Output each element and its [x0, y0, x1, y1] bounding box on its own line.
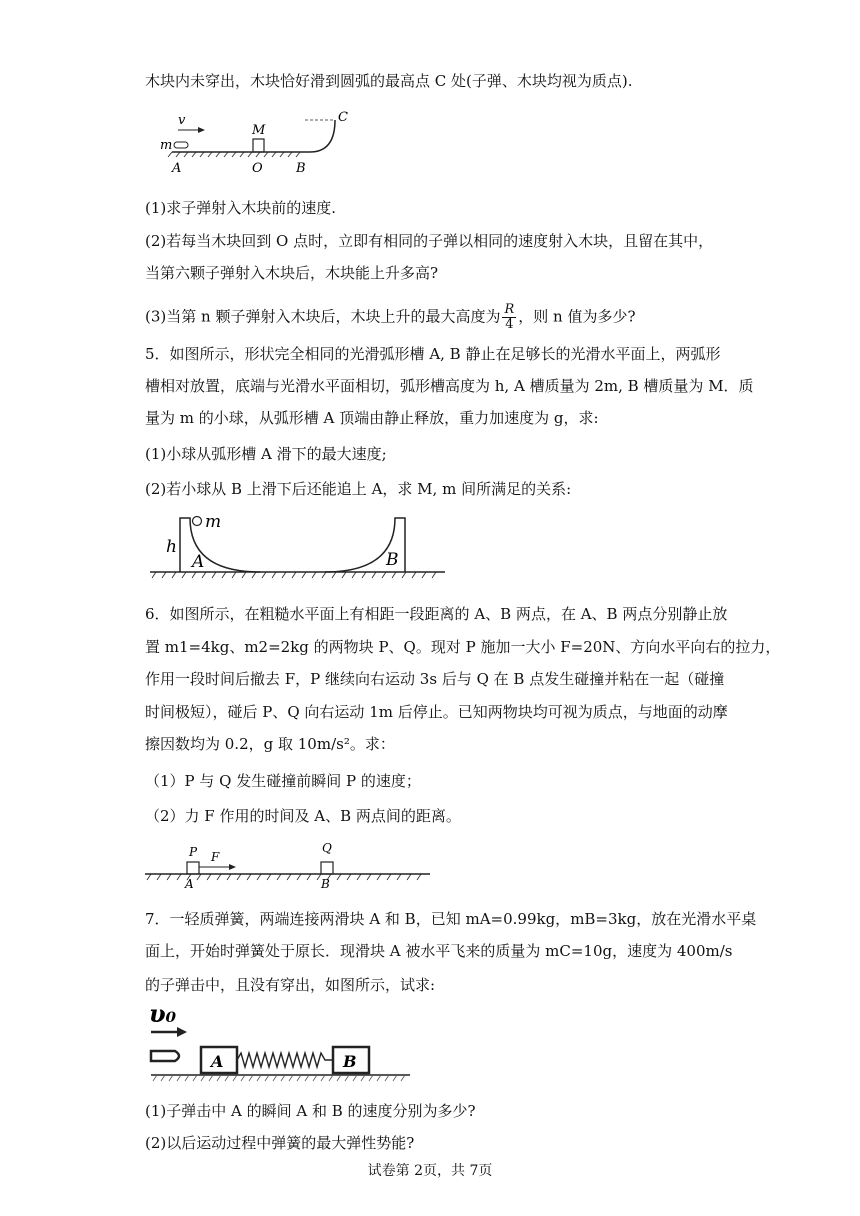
text-line: 当第六颗子弹射入木块后，木块能上升多高? [145, 264, 439, 282]
text-line: （1）P 与 Q 发生碰撞前瞬间 P 的速度； [145, 772, 421, 790]
text-line [145, 303, 636, 332]
label-M: M [252, 123, 266, 138]
text-line: 5．如图所示，形状完全相同的光滑弧形槽 A, B 静止在足够长的光滑水平面上，两弧形 [145, 345, 721, 363]
text-line: (2)若每当木块回到 O 点时，立即有相同的子弹以相同的速度射入木块，且留在其中， [145, 232, 714, 250]
label-B: B [296, 161, 306, 176]
figure-two-arc-troughs [150, 508, 450, 586]
label-m: m [160, 138, 173, 153]
text-line: 擦因数均为 0.2，g 取 10m/s²。求： [145, 735, 395, 753]
label-A: A [185, 877, 194, 890]
text-line: (1)子弹击中 A 的瞬间 A 和 B 的速度分别为多少? [145, 1102, 476, 1120]
label-B: B [386, 550, 399, 570]
fraction-denominator: 4 [505, 317, 514, 332]
label-F: F [211, 850, 220, 864]
label-v0: υ₀ [149, 999, 177, 1028]
label-C: C [338, 110, 348, 125]
figure-bullet-block-arc [150, 110, 360, 178]
page-footer: 试卷第 2页，共 7页 [367, 1163, 493, 1179]
label-O: O [252, 161, 263, 176]
text-line: 时间极短），碰后 P、Q 向右运动 1m 后停止。已知两物块均可视为质点，与地面的动摩 [145, 703, 728, 721]
text-line: (1)小球从弧形槽 A 滑下的最大速度; [145, 445, 387, 463]
text-line: 置 m1=4kg、m2=2kg 的两物块 P、Q。现对 P 施加一大小 F=20N、方向水平向右的拉力， [145, 638, 781, 656]
label-Q: Q [322, 841, 332, 855]
label-A: A [192, 552, 205, 572]
text-line: 6．如图所示，在粗糙水平面上有相距一段距离的 A、B 两点，在 A、B 两点分别静止放 [145, 605, 728, 623]
text-line: (2)若小球从 B 上滑下后还能追上 A，求 M, m 间所满足的关系: [145, 480, 572, 498]
label-P: P [189, 845, 198, 859]
text-line: 槽相对放置，底端与光滑水平面相切，弧形槽高度为 h, A 槽质量为 2m, B 槽质量为 M．质 [145, 377, 754, 395]
label-B: B [321, 877, 330, 890]
label-h: h [166, 537, 177, 557]
text-line: (2)以后运动过程中弹簧的最大弹性势能? [145, 1134, 415, 1152]
text-segment: (3)当第 n 颗子弹射入木块后，木块上升的最大高度为 [145, 307, 501, 326]
label-A: A [211, 1052, 224, 1071]
text-line: 的子弹击中，且没有穿出，如图所示，试求: [145, 976, 436, 994]
text-line: 7．一轻质弹簧，两端连接两滑块 A 和 B，已知 mA=0.99kg，mB=3kg，放在光滑水平桌 [145, 910, 757, 928]
fraction-numerator: R [504, 302, 515, 317]
fraction-r-over-4 [502, 303, 516, 332]
label-m: m [205, 512, 222, 532]
text-line: (1)求子弹射入木块前的速度. [145, 199, 337, 217]
label-B: B [343, 1052, 357, 1071]
figure-spring-blocks [145, 998, 415, 1090]
text-line: 面上，开始时弹簧处于原长．现滑块 A 被水平飞来的质量为 mC=10g，速度为 400m/s [145, 942, 733, 960]
figure-two-blocks [145, 836, 435, 890]
label-A: A [172, 161, 182, 176]
label-v: v [178, 113, 186, 128]
text-line: 木块内未穿出，木块恰好滑到圆弧的最高点 C 处(子弹、木块均视为质点). [145, 72, 633, 90]
text-line: （2）力 F 作用的时间及 A、B 两点间的距离。 [145, 807, 461, 825]
text-line: 作用一段时间后撤去 F，P 继续向右运动 3s 后与 Q 在 B 点发生碰撞并粘在一起（碰撞 [145, 670, 725, 688]
text-line: 量为 m 的小球，从弧形槽 A 顶端由静止释放，重力加速度为 g，求: [145, 409, 599, 427]
text-segment: ，则 n 值为多少? [518, 307, 636, 326]
